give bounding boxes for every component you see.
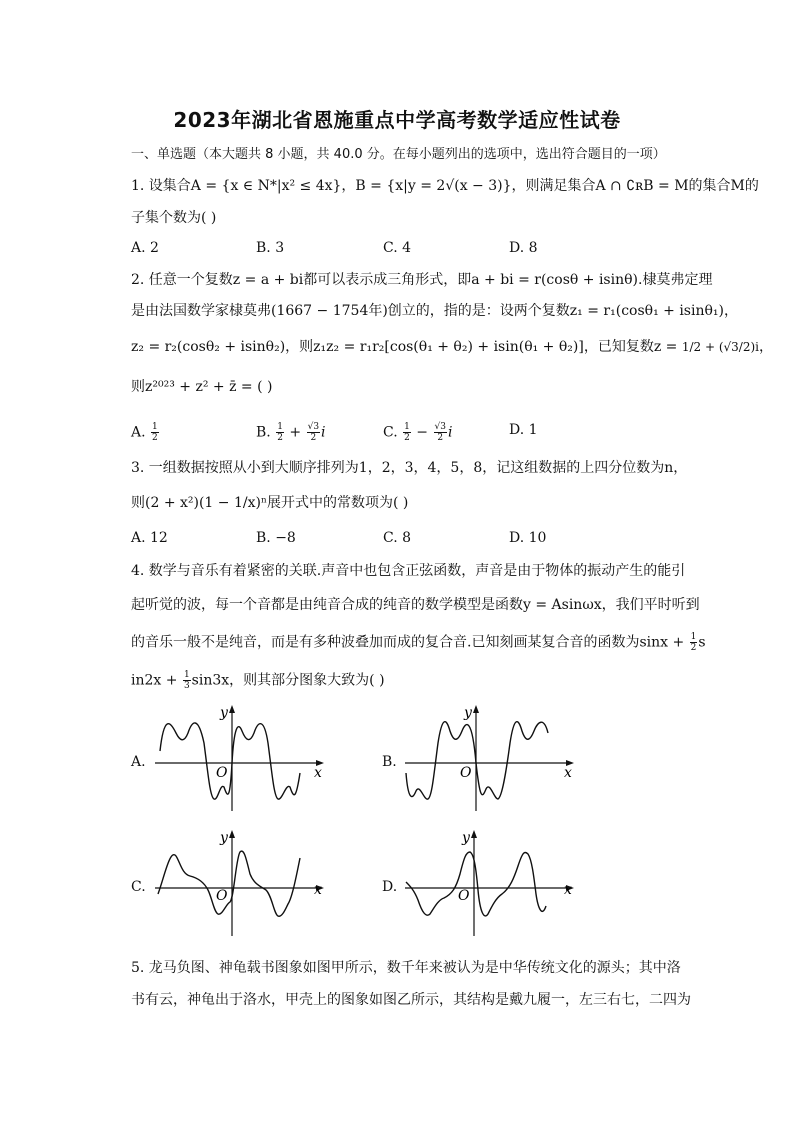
graph-d-x-label: x	[564, 882, 572, 898]
graph-b-label[interactable]: B.	[382, 754, 397, 770]
graph-d[interactable]	[400, 828, 590, 938]
graph-a-y-label: y	[220, 705, 228, 721]
graph-d-curve	[406, 852, 546, 916]
exam-title: 2023年湖北省恩施重点中学高考数学适应性试卷	[173, 108, 621, 132]
q4-line-2: 起听觉的波，每一个音都是由纯音合成的纯音的数学模型是函数y = Asinωx，我们平时听到	[131, 597, 700, 613]
section-header: 一、单选题（本大题共 8 小题，共 40.0 分。在每小题列出的选项中，选出符合题目的一项）	[131, 147, 666, 162]
graph-d-label[interactable]: D.	[382, 879, 398, 895]
q1-option-b[interactable]: B. 3	[256, 240, 285, 256]
graph-c-curve	[158, 851, 300, 916]
graph-c-x-label: x	[314, 882, 322, 898]
graph-a-origin: O	[216, 765, 228, 781]
q1-line-2: 子集个数为( )	[131, 210, 217, 226]
graph-c-label[interactable]: C.	[131, 879, 146, 895]
q5-line-2: 书有云，神龟出于洛水，甲壳上的图象如图乙所示，其结构是戴九履一，左三右七，二四为	[131, 992, 691, 1008]
q3-line-1: 3. 一组数据按照从小到大顺序排列为1，2，3，4，5，8，记这组数据的上四分位数为n，	[131, 460, 688, 476]
graph-d-y-label: y	[462, 830, 470, 846]
graph-b-x-label: x	[564, 765, 572, 781]
q5-line-1: 5. 龙马负图、神龟载书图象如图甲所示，数千年来被认为是中华传统文化的源头；其中洛	[131, 960, 681, 976]
graph-a[interactable]	[150, 703, 340, 813]
q2-z-value: 1/2 + (√3/2)i	[681, 340, 759, 354]
q4-line-4: in2x + $\frac{1}{3}$ sin3x，则其部分图象大致为( )	[131, 670, 385, 691]
graph-b-origin: O	[460, 765, 472, 781]
graph-a-label[interactable]: A.	[131, 754, 146, 770]
q4-line-3: 的音乐一般不是纯音，而是有多种波叠加而成的复合音.已知刻画某复合音的函数为sinx + $\frac{1}{2}$ s	[131, 632, 706, 653]
graph-c-y-label: y	[220, 830, 228, 846]
q2-line-1: 2. 任意一个复数z = a + bi都可以表示成三角形式，即a + bi = r(cosθ + isinθ).棣莫弗定理	[131, 272, 713, 288]
q3-line-2: 则(2 + x²)(1 − 1/x)ⁿ展开式中的常数项为( )	[131, 495, 409, 511]
q2-option-b[interactable]: B. $\frac{1}{2}$ + $\frac{√3}{2}$ i	[256, 422, 326, 443]
q1-line-1: 1. 设集合A = {x ∈ N*|x² ≤ 4x}，B = {x|y = 2√(x − 3)}，则满足集合A ∩ ∁ʀB = M的集合M的	[131, 178, 759, 194]
q2-option-d[interactable]: D. 1	[509, 422, 538, 438]
q2-line-4: 则z²⁰²³ + z² + z̄ = ( )	[131, 379, 273, 395]
q1-option-d[interactable]: D. 8	[509, 240, 538, 256]
graph-c[interactable]	[150, 828, 340, 938]
graph-c-origin: O	[216, 888, 228, 904]
q1-option-c[interactable]: C. 4	[383, 240, 412, 256]
q3-option-d[interactable]: D. 10	[509, 530, 547, 546]
graph-a-curve	[160, 723, 300, 799]
graph-d-origin: O	[458, 888, 470, 904]
q2-line-3: z₂ = r₂(cosθ₂ + isinθ₂)，则z₁z₂ = r₁r₂[cos(θ₁ + θ₂) + isin(θ₁ + θ₂)]，已知复数z = 1/2 + (√3/2)i，	[131, 339, 773, 355]
graph-b-curve	[406, 722, 548, 799]
graph-b[interactable]	[400, 703, 590, 813]
q2-option-a[interactable]: A. $\frac{1}{2}$	[131, 422, 158, 443]
q2-line-2: 是由法国数学家棣莫弗(1667 − 1754年)创立的，指的是：设两个复数z₁ = r₁(cosθ₁ + isinθ₁)，	[131, 303, 738, 319]
q2-option-c[interactable]: C. $\frac{1}{2}$ − $\frac{√3}{2}$ i	[383, 422, 453, 443]
graph-a-x-label: x	[314, 765, 322, 781]
graph-b-y-label: y	[464, 705, 472, 721]
q1-option-a[interactable]: A. 2	[131, 240, 159, 256]
q3-option-a[interactable]: A. 12	[131, 530, 168, 546]
q3-option-b[interactable]: B. −8	[256, 530, 296, 546]
q4-line-1: 4. 数学与音乐有着紧密的关联.声音中也包含正弦函数，声音是由于物体的振动产生的能引	[131, 563, 686, 579]
q3-option-c[interactable]: C. 8	[383, 530, 412, 546]
